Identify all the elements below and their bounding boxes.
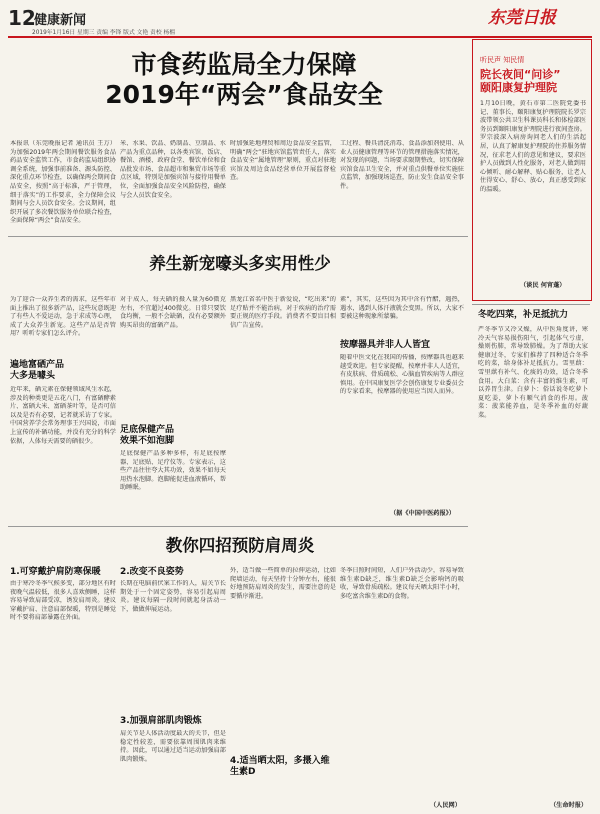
sidebar-credit: （谈民 何宵蓬）	[520, 282, 566, 289]
article2-col2c: 足底保健产品多种多样，有足底按摩器、足底贴、足疗仪等。专家表示，这些产品往往夸大其功效，效果不如每天用热水泡脚。泡脚能促进血液循环，帮助睡眠。	[120, 450, 226, 492]
article2-subhead2-line1: 足底保健产品	[120, 425, 175, 435]
article3-credit: （人民网）	[430, 802, 461, 809]
article3-col2b: 肩关节是人体活动度最大的关节，但是稳定性较差，需要依靠周围肌肉来维持。因此，可以通过适当运动加强肩部肌肉锻炼。	[120, 730, 226, 763]
article2-intro: 为了迎合一众养生者的需求，这些年市面上推出了很多新产品，这些玩意既迎了有些人不爱运动，急于求成等心理，成了大众养生新宠。这些产品是否管用？听听专家们怎么评介。	[10, 296, 116, 338]
article2-subhead2	[120, 425, 226, 446]
main-headline-line2: 2019年“两会”食品安全	[105, 80, 383, 109]
article2-headline: 养生新宠嚎头多实用性少	[149, 254, 331, 273]
side2-credit: （生命时报）	[550, 802, 588, 809]
article2-col1: 近年来，硒元素在保健领域风生水起，涉及的种类更是五花八门，有富硒酵素片、富硒大米、富硒茶叶等，是否可信以及是否有必要，记者就采访了专家。中国营养学会常务理事王兴国说，市面上宣传的补硒功能，并没有充分的科学依据，人体每天需要的硒很少。	[10, 386, 116, 445]
main-article-col3: 时加强延地理贸和周边食品安全监管，明确“两会”驻地宾馆监管责任人，落实食品安全“属地管理”原则，重点对驻地宾馆及周边食品经营单位开展监督检查。	[230, 140, 336, 182]
sidebar-title	[480, 68, 588, 94]
main-headline-line1: 市食药监局全力保障	[131, 50, 357, 79]
header-rule	[8, 36, 592, 38]
article3-subhead3: 3.加强肩部肌肉锻炼	[120, 716, 202, 726]
sidebar-body: 1月10日晚，黄石市第二医院党委书记、董事长，颐阳康复护理院院长罗宗波带领公共卫生科课员科长和体检部医务员到颐阳康复护理院进行夜间查房。罗宗波深入病房询问老人们的生活起居，认真了解康复护理院的住养服务情况，征求老人们的意见和建议，要求医护人员做到人性化服务，对老人做到用心倾听、耐心解释、贴心服务，让老人住得安心、舒心、放心，真正感受到家的温暖。	[480, 100, 586, 193]
newspaper-logo: 东莞日报	[488, 8, 556, 28]
article3-headline: 教你四招预防肩周炎	[165, 536, 315, 555]
article2-col2: 对于成人，每天硒的摄入量为60微克左右，不宜超过400微克。日常只要饮食均衡，一般不会缺硒，没有必要额外购买昂贵的富硒产品。	[120, 296, 226, 329]
article2-subhead2-line2: 效果不如泡脚	[120, 435, 175, 446]
issue-meta: 2019年1月16日 星期三 责编 李锋 版式 文艳 责校 杨榴	[32, 30, 176, 36]
article3-col2: 长期在电脑前伏案工作的人，肩关节长期处于一个固定姿势，容易引起肩周炎。建议每隔一段时间就起身活动一下，做做伸展运动。	[120, 580, 226, 613]
article2-subhead1	[10, 360, 116, 381]
sidebar-title-line1: 院长夜间“问诊”	[480, 68, 561, 81]
article3-col1: 由于寒冷冬季气候多变，部分地区有时夜晚气温较低，很多人喜欢侧睡，这样容易导致肩部受凉，诱发肩周炎。建议穿戴护肩、注意肩部保暖，特别是睡觉时不要将肩部暴露在外面。	[10, 580, 116, 622]
article3-subhead4: 4.适当晒太阳，多摄入维生素D	[230, 756, 330, 777]
section-divider-1	[8, 236, 468, 237]
section-title: 健康新闻	[34, 13, 87, 28]
page-number: 12	[8, 6, 36, 30]
article2-col4c: 随着中医文化在我国的传播，按摩器具也越来越受欢迎。但专家提醒，按摩并非人人适宜，有皮肤病、骨质疏松、心脑血管疾病等人群应慎用。在中国康复医学会创伤康复专业委员会的专家看来，按摩器的使用应当因人而异。	[340, 354, 464, 396]
main-headline	[44, 50, 444, 110]
sidebar-byline: 听民声 知民情	[480, 56, 525, 64]
main-article-col4: 工过程、餐具清洗消毒、食品添加剂使用、从业人员健康管理等环节的管理措施落实情况，对发现的问题，当场要求限期整改，切实保障宾馆食品卫生安全，并对重点供餐单位实施驻点监管，加强现场巡查，防止发生食品安全事件。	[340, 140, 464, 190]
article2-subhead1-line1: 遍地富硒产品	[10, 360, 65, 370]
section-divider-2	[8, 526, 468, 527]
side2-title: 冬吃四菜，补足抵抗力	[478, 310, 569, 320]
article2-credit: （据《中国中医药报》）	[390, 510, 455, 517]
sidebar-title-line2: 颐阳康复护理院	[480, 81, 557, 94]
side2-top-rule	[472, 304, 590, 305]
main-article-col1: 本报讯（东莞晚报记者 通讯员 王万）为加强2019年两会期间餐饮服务食品药品安全监管工作，市食药监局组织协调全系统，加强事前准备、源头防控、深化重点环节检查，以确保两会期间食品安全，按照“高于标准，严于管理，细于落实”的工作要求，全力保障会议期间与会人员饮食安全。会议期间，组织开展了多次餐饮服务单位联合检查，全面保障“两会”食品安全。	[10, 140, 116, 225]
article3-col4: 冬季日照时间短，人们户外活动少，容易导致维生素D缺乏，维生素D缺乏会影响钙的吸收，导致骨质疏松。建议每天晒太阳半小时，多吃富含维生素D的食物。	[340, 567, 464, 600]
article3-subhead1: 1.可穿戴护肩防寒保暖	[10, 567, 101, 577]
side2-body: 严冬季节又冷又燥，从中医角度讲，寒冷天气容易损伤阳气，引起体气亏虚，燥则伤肺，常导致肺燥。为了帮助大家健康过冬，专家们推荐了四种适合冬季吃的菜，给身体补足抵抗力。雪里蕻：雪里蕻有补气、化痰的功效，适合冬季食用。大白菜：含有丰富的维生素，可以养胃生津。白萝卜：俗话说冬吃萝卜夏吃姜，萝卜有顺气消食的作用。菠菜：菠菜能养血，是冬季补血的好蔬菜。	[478, 326, 588, 419]
article2-col4: 素”，其实，这些因为其中含有竹醋，遇热，遇水，遇到人体汗液就会变黑。所以，大家不要被这种现象所蒙骗。	[340, 296, 464, 321]
article3-col3: 外，适当做一些简单的拉伸运动，比如爬墙运动，每天坚持十分钟左右，能很好地预防肩周炎的发生，需要注意的是要循序渐进。	[230, 567, 336, 600]
article2-subhead1-line2: 大多是噱头	[10, 370, 56, 381]
article2-col3: 黑龙江省名中医于新爱说，“吃出来”的足疗贴并不能治病，对于疾病的治疗需要正规的医疗手段。消费者不要盲目相信广告宣传。	[230, 296, 336, 329]
main-article-col2: 米、水果、饮品、奶制品、豆制品、水产品为重点品种，以各类宾馆、饭店、餐馆、酒楼、政府食堂、餐饮单位和食品批发市场、食品超市和集贸市场等重点区域，特别是加强宾馆与接待用餐单位，全面加强食品安全风险防控，确保与会人员饮食安全。	[120, 140, 226, 199]
article3-subhead2: 2.改变不良姿势	[120, 567, 184, 577]
article2-subhead3: 按摩器具并非人人皆宜	[340, 340, 431, 350]
